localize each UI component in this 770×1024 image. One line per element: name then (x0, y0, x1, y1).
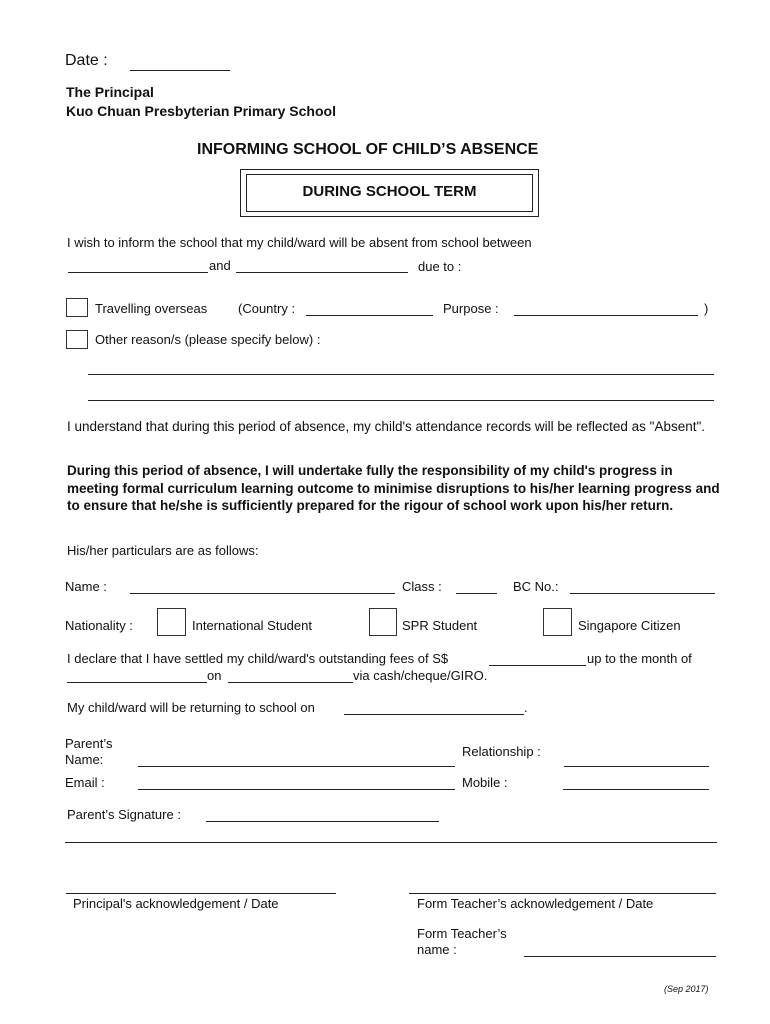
email-field[interactable] (138, 789, 455, 790)
recipient: The Principal (66, 84, 154, 100)
nationality-label: Nationality : (65, 618, 133, 633)
other-reason-checkbox[interactable] (66, 330, 88, 349)
mobile-field[interactable] (563, 789, 709, 790)
mobile-label: Mobile : (462, 775, 508, 790)
country-label: (Country : (238, 301, 296, 316)
school-name: Kuo Chuan Presbyterian Primary School (66, 103, 336, 119)
teacher-name-field[interactable] (524, 956, 716, 957)
other-reason-line-2[interactable] (88, 400, 714, 401)
parent-name-field[interactable] (138, 766, 455, 767)
payment-date-field[interactable] (228, 682, 353, 683)
parent-signature-field[interactable] (206, 821, 439, 822)
international-student-label: International Student (192, 618, 312, 633)
outstanding-fees-field[interactable] (489, 665, 586, 666)
singapore-citizen-checkbox[interactable] (543, 608, 572, 636)
relationship-label: Relationship : (462, 744, 541, 759)
on-label: on (207, 668, 222, 683)
intro-line: I wish to inform the school that my child/ward will be absent from school between (67, 235, 532, 250)
form-title: INFORMING SCHOOL OF CHILD’S ABSENCE (197, 141, 539, 158)
class-field[interactable] (456, 593, 497, 594)
spr-student-label: SPR Student (402, 618, 478, 633)
name-label: Name : (65, 579, 107, 594)
country-field[interactable] (306, 315, 433, 316)
absence-start-date-field[interactable] (68, 272, 208, 273)
bc-label: BC No.: (513, 579, 559, 594)
international-student-checkbox[interactable] (157, 608, 186, 636)
bc-number-field[interactable] (570, 593, 715, 594)
form-version: (Sep 2017) (664, 984, 709, 994)
class-label: Class : (402, 579, 442, 594)
singapore-citizen-label: Singapore Citizen (578, 618, 681, 633)
child-name-field[interactable] (130, 593, 395, 594)
teacher-name-label-2: name : (417, 942, 457, 957)
other-reason-label: Other reason/s (please specify below) : (95, 332, 321, 347)
date-label: Date : (65, 52, 108, 69)
teacher-acknowledgement-label: Form Teacher’s acknowledgement / Date (417, 896, 654, 911)
payment-method-label: via cash/cheque/GIRO. (353, 668, 488, 683)
particulars-heading: His/her particulars are as follows: (67, 543, 259, 558)
close-paren: ) (704, 301, 709, 316)
purpose-label: Purpose : (443, 301, 499, 316)
due-to-label: due to : (418, 259, 462, 274)
absence-end-date-field[interactable] (236, 272, 408, 273)
return-date-field[interactable] (344, 714, 524, 715)
returning-period: . (524, 700, 528, 715)
responsibility-statement: During this period of absence, I will undertake fully the responsibility of my child's progress in meeting formal curriculum learning outcome to minimise disruptions to his/her learning progress and to ensure that he/she is sufficiently prepared for the rigour of school work upon his/her return. (67, 463, 720, 513)
principal-signature-line[interactable] (66, 893, 336, 894)
date-field[interactable] (130, 70, 230, 71)
attendance-notice: I understand that during this period of absence, my child's attendance records will be reflected as "Absent". (67, 419, 706, 434)
and-label: and (209, 258, 231, 273)
returning-label: My child/ward will be returning to school on (67, 700, 315, 715)
section-divider (65, 842, 717, 843)
fees-month-field[interactable] (67, 682, 207, 683)
parent-name-label-2: Name: (65, 752, 104, 767)
up-to-month-label: up to the month of (587, 651, 692, 666)
email-label: Email : (65, 775, 105, 790)
parent-name-label-1: Parent’s (65, 736, 113, 751)
signature-label: Parent’s Signature : (67, 807, 181, 822)
teacher-name-label-1: Form Teacher’s (417, 926, 507, 941)
principal-acknowledgement-label: Principal's acknowledgement / Date (73, 896, 279, 911)
form-subtitle: DURING SCHOOL TERM (302, 183, 477, 200)
travelling-checkbox[interactable] (66, 298, 88, 317)
teacher-signature-line[interactable] (409, 893, 716, 894)
relationship-field[interactable] (564, 766, 709, 767)
travelling-label: Travelling overseas (95, 301, 208, 316)
other-reason-line-1[interactable] (88, 374, 714, 375)
fees-statement: I declare that I have settled my child/ward's outstanding fees of S$ (67, 651, 449, 666)
spr-student-checkbox[interactable] (369, 608, 397, 636)
purpose-field[interactable] (514, 315, 698, 316)
